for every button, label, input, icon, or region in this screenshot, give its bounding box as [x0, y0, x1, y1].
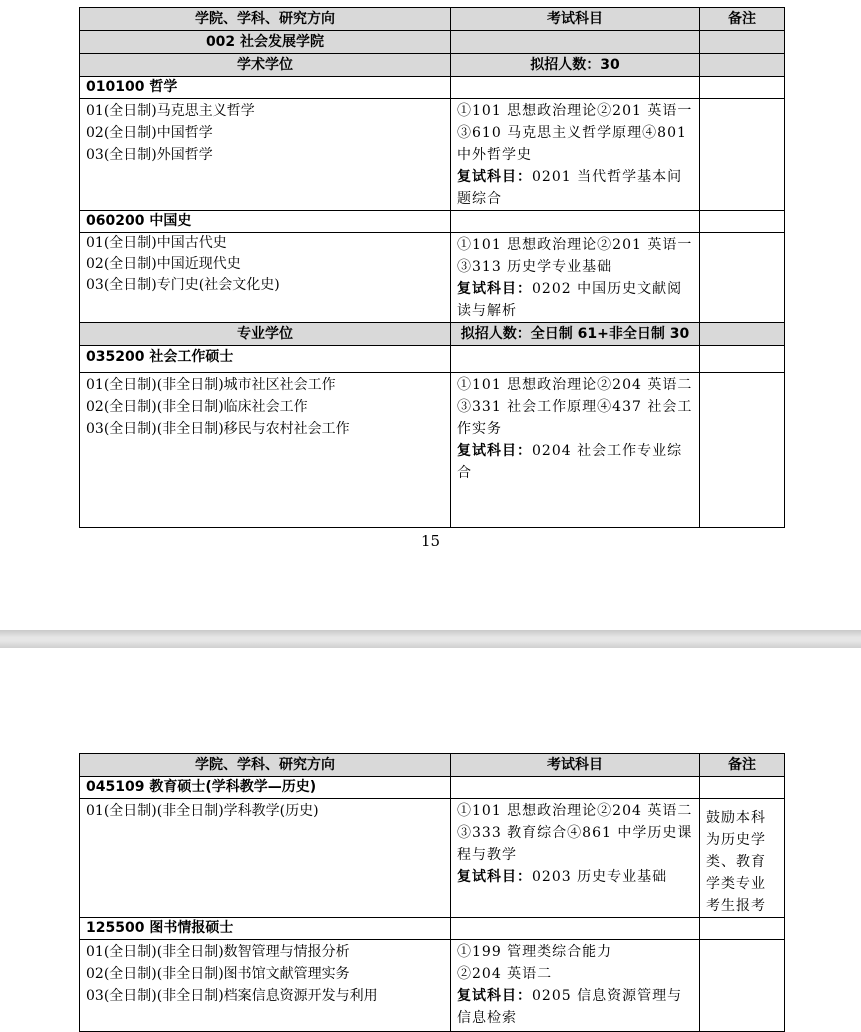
exam-subject-line: ①199 管理类综合能力 [457, 944, 613, 960]
direction-item: 03(全日制)(非全日制)档案信息资源开发与利用 [86, 988, 378, 1004]
directions-cell [80, 799, 451, 918]
retest-label: 复试科目： [457, 988, 532, 1004]
direction-item: 01(全日制)马克思主义哲学 [86, 103, 255, 119]
retest-subjects [457, 866, 693, 888]
subject-code: 060200 中国史 [80, 211, 451, 233]
exam-cell [451, 233, 700, 323]
retest-subjects [457, 985, 693, 1029]
remark-cell: 鼓励本科为历史学类、教育学类专业考生报考 [700, 799, 785, 918]
remark-cell [700, 99, 785, 211]
retest-value: 0202 中国历史文献阅读与解析 [457, 281, 683, 319]
subject-detail-row [80, 99, 785, 211]
remark-cell [700, 373, 785, 528]
remark-cell [700, 233, 785, 323]
subject-detail-row [80, 373, 785, 528]
directions-cell [80, 233, 451, 323]
header-college-subject-direction: 学院、学科、研究方向 [80, 8, 451, 31]
retest-subjects [457, 440, 693, 484]
table-header-row [80, 8, 785, 31]
header-remarks: 备注 [700, 8, 785, 31]
retest-label: 复试科目： [457, 169, 532, 185]
remark-cell [700, 940, 785, 1032]
direction-item: 02(全日制)(非全日制)图书馆文献管理实务 [86, 966, 350, 982]
directions-cell [80, 940, 451, 1032]
retest-label: 复试科目： [457, 443, 532, 459]
direction-item: 03(全日制)专门史(社会文化史) [86, 277, 280, 293]
retest-value: 0205 信息资源管理与信息检索 [457, 988, 683, 1026]
exam-subjects: ①101 思想政治理论②201 英语一③313 历史学专业基础 [457, 237, 693, 275]
direction-item: 02(全日制)(非全日制)临床社会工作 [86, 399, 308, 415]
exam-subjects: ①101 思想政治理论②204 英语二③333 教育综合④861 中学历史课程与教学 [457, 803, 693, 863]
professional-degree-label: 专业学位 [80, 323, 451, 346]
retest-label: 复试科目： [457, 281, 532, 297]
direction-item: 03(全日制)外国哲学 [86, 147, 213, 163]
direction-item: 01(全日制)中国古代史 [86, 235, 227, 251]
directions-cell [80, 373, 451, 528]
page-number: 15 [420, 532, 441, 550]
subject-code-row [80, 211, 785, 233]
exam-cell [451, 940, 700, 1032]
header-exam-subjects: 考试科目 [451, 8, 700, 31]
subject-code: 045109 教育硕士(学科教学—历史) [80, 777, 451, 799]
subject-code-row [80, 77, 785, 99]
exam-cell [451, 799, 700, 918]
direction-item: 01(全日制)(非全日制)数智管理与情报分析 [86, 944, 350, 960]
retest-subjects [457, 278, 693, 322]
retest-value: 0204 社会工作专业综合 [457, 443, 683, 481]
subject-code-row [80, 918, 785, 940]
exam-subjects: ①101 思想政治理论②204 英语二③331 社会工作原理④437 社会工作实务 [457, 377, 693, 437]
exam-cell [451, 373, 700, 528]
professional-degree-row [80, 323, 785, 346]
direction-item: 01(全日制)(非全日制)城市社区社会工作 [86, 377, 336, 393]
admission-table-page-15 [79, 7, 785, 528]
academic-degree-row [80, 54, 785, 77]
subject-code: 035200 社会工作硕士 [80, 346, 451, 373]
header-exam-subjects: 考试科目 [451, 754, 700, 777]
subject-detail-row [80, 799, 785, 918]
directions-cell [80, 99, 451, 211]
subject-code: 125500 图书情报硕士 [80, 918, 451, 940]
page-separator [0, 630, 861, 648]
exam-cell [451, 99, 700, 211]
direction-item: 01(全日制)(非全日制)学科教学(历史) [86, 803, 319, 819]
subject-detail-row [80, 233, 785, 323]
college-name: 002 社会发展学院 [80, 31, 451, 54]
retest-label: 复试科目： [457, 869, 532, 885]
document-page-16 [0, 648, 861, 1026]
header-remarks: 备注 [700, 754, 785, 777]
retest-subjects [457, 166, 693, 210]
subject-code-row [80, 777, 785, 799]
direction-item: 02(全日制)中国哲学 [86, 125, 213, 141]
professional-quota: 拟招人数：全日制 61+非全日制 30 [451, 323, 700, 346]
retest-value: 0201 当代哲学基本问题综合 [457, 169, 683, 207]
academic-quota: 拟招人数：30 [451, 54, 700, 77]
exam-subject-line: ②204 英语二 [457, 966, 553, 982]
admission-table-page-16 [79, 753, 785, 1032]
college-row [80, 31, 785, 54]
direction-item: 02(全日制)中国近现代史 [86, 256, 241, 272]
exam-subjects: ①101 思想政治理论②201 英语一③610 马克思主义哲学原理④801 中外哲学史 [457, 103, 693, 163]
subject-code: 010100 哲学 [80, 77, 451, 99]
header-college-subject-direction: 学院、学科、研究方向 [80, 754, 451, 777]
direction-item: 03(全日制)(非全日制)移民与农村社会工作 [86, 421, 350, 437]
subject-code-row [80, 346, 785, 373]
retest-value: 0203 历史专业基础 [532, 869, 668, 885]
academic-degree-label: 学术学位 [80, 54, 451, 77]
subject-detail-row [80, 940, 785, 1032]
table-header-row [80, 754, 785, 777]
